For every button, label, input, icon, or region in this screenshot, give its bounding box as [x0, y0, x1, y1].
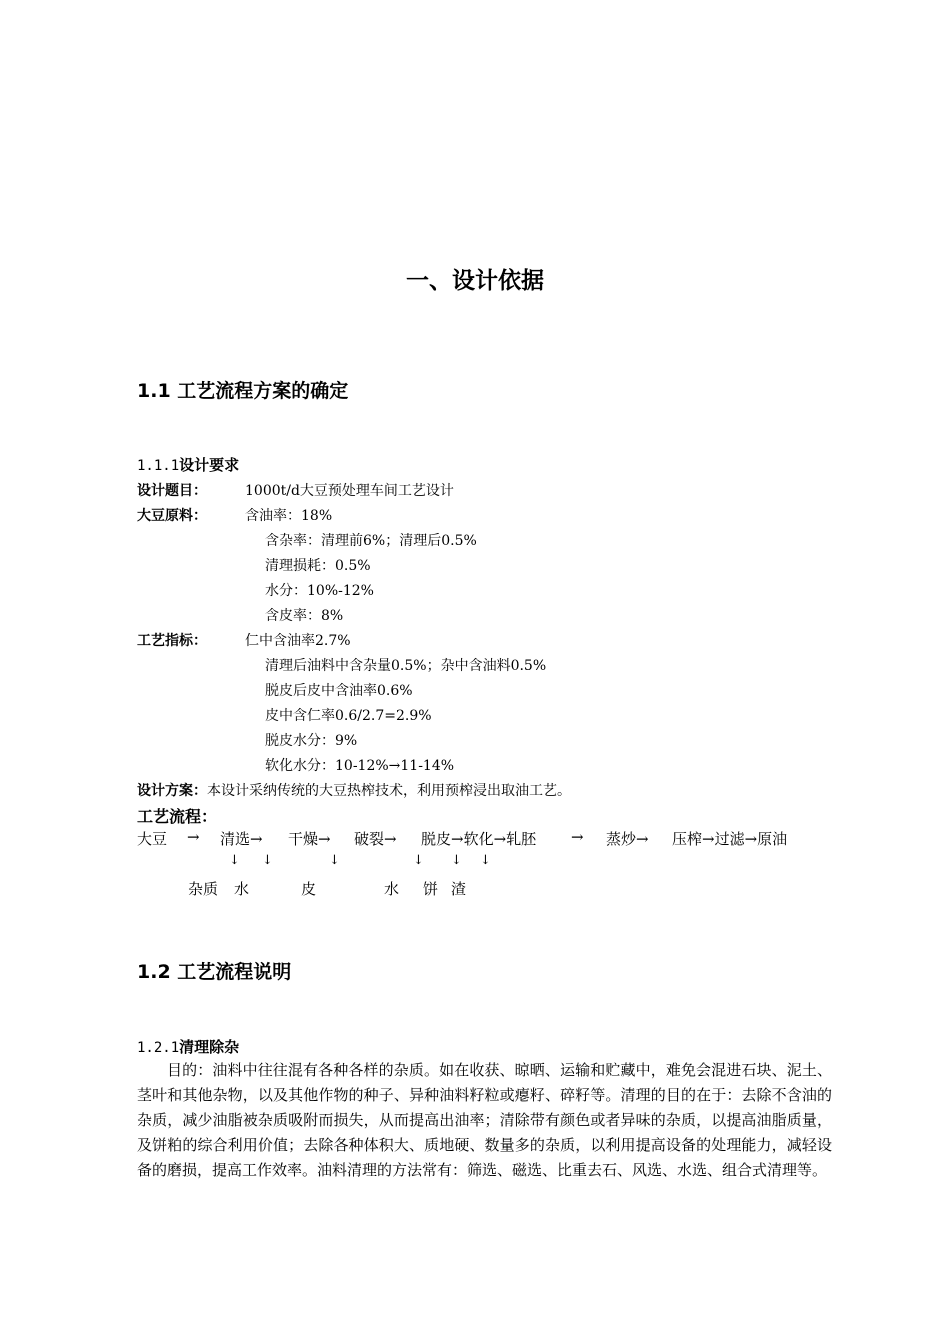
subsection-heading-1-2-1: [137, 1036, 239, 1057]
index-item: 软化水分：10-12%→11-14%: [265, 758, 455, 774]
byproduct: 皮: [301, 880, 317, 898]
flow-step: 破裂→: [354, 830, 397, 848]
topic-label: 设计题目：: [137, 483, 207, 499]
index-item: 仁中含油率2.7%: [245, 633, 351, 649]
subsection-title: 清理除杂: [179, 1038, 240, 1056]
raw-item: 水分：10%-12%: [265, 583, 374, 599]
raw-item: 含杂率：清理前6%；清理后0.5%: [265, 533, 477, 549]
process-index-label: 工艺指标：: [137, 633, 207, 649]
flow-step: 清选→: [220, 830, 263, 848]
topic-value: 1000t/d大豆预处理车间工艺设计: [245, 483, 454, 499]
raw-item: 含油率：18%: [245, 508, 333, 524]
section-heading-1-1: 1.1 工艺流程方案的确定: [137, 380, 349, 402]
flow-step: 蒸炒→: [606, 830, 649, 848]
index-item: 清理后油料中含杂量0.5%；杂中含油料0.5%: [265, 658, 547, 674]
down-arrow-icon: ↓: [229, 853, 240, 868]
cleaning-paragraph: 目的：油料中往往混有各种各样的杂质。如在收获、晾晒、运输和贮藏中，难免会混进石块、泥土、茎叶和其他杂物，以及其他作物的种子、异种油料籽粒或瘪籽、碎籽等。清理的目的在于：去除不含油的杂质，减少油脂被杂质吸附而损失，从而提高出油率；清除带有颜色或者异味的杂质，以提高油脂质量，及饼粕的综合利用价值；去除各种体积大、质地硬、数量多的杂质，以利用提高设备的处理能力，减轻设备的磨损，提高工作效率。油料清理的方法常有：筛选、磁选、比重去石、风选、水选、组合式清理等。: [137, 1061, 832, 1179]
flow-arrow: →: [187, 828, 200, 846]
subsection-heading-1-1-1: [137, 454, 239, 475]
flow-arrow: →: [571, 828, 584, 846]
down-arrow-icon: ↓: [451, 853, 462, 868]
byproduct: 水: [234, 880, 250, 898]
flow-step: 压榨→过滤→原油: [672, 830, 788, 848]
section-heading-1-2: 1.2 工艺流程说明: [137, 961, 292, 983]
down-arrow-icon: ↓: [329, 853, 340, 868]
page-title: 一、设计依据: [406, 268, 544, 294]
flow-label: 工艺流程：: [137, 807, 218, 826]
index-item: 脱皮水分：9%: [265, 733, 358, 749]
flow-step: 大豆: [137, 830, 168, 848]
byproduct: 渣: [451, 880, 467, 898]
byproduct: 饼: [423, 880, 439, 898]
raw-material-label: 大豆原料：: [137, 508, 207, 524]
design-plan: [137, 780, 571, 800]
down-arrow-icon: ↓: [413, 853, 424, 868]
down-arrow-icon: ↓: [262, 853, 273, 868]
byproduct: 杂质: [188, 880, 219, 898]
flow-step: 脱皮→软化→轧胚: [421, 830, 537, 848]
byproduct: 水: [384, 880, 400, 898]
index-item: 脱皮后皮中含油率0.6%: [265, 683, 413, 699]
subsection-number: 1.1.1: [137, 458, 180, 474]
subsection-number: 1.2.1: [137, 1040, 180, 1056]
index-item: 皮中含仁率0.6/2.7=2.9%: [265, 708, 432, 724]
raw-item: 含皮率：8%: [265, 608, 344, 624]
raw-item: 清理损耗：0.5%: [265, 558, 371, 574]
down-arrow-icon: ↓: [480, 853, 491, 868]
flow-step: 干燥→: [288, 830, 331, 848]
subsection-title: 设计要求: [179, 456, 240, 474]
design-plan-text: 本设计采纳传统的大豆热榨技术，利用预榨浸出取油工艺。: [207, 783, 571, 799]
design-plan-label: 设计方案：: [137, 783, 207, 799]
